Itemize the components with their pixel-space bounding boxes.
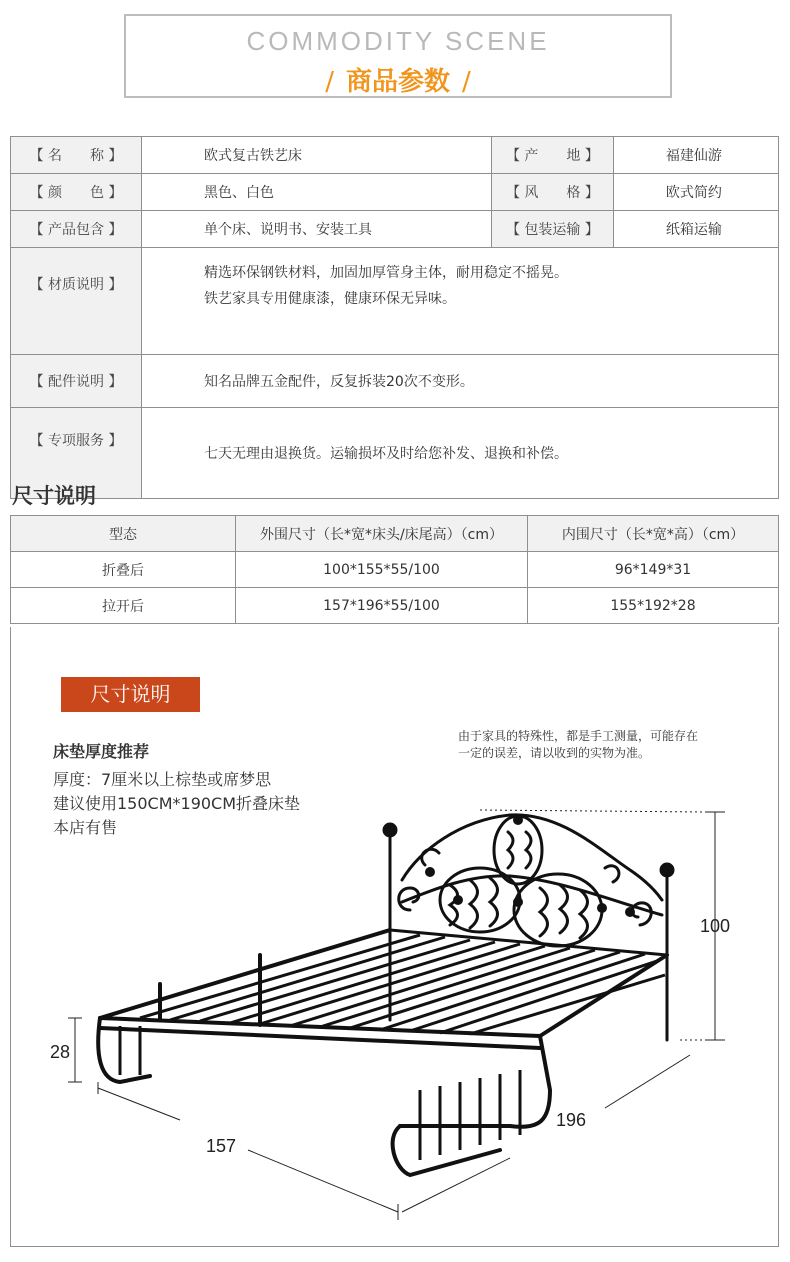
leg-dimension: 28	[50, 1042, 71, 1062]
param-value: 纸箱运输	[613, 211, 778, 248]
param-key: 【 风 格 】	[491, 174, 613, 211]
headboard	[384, 815, 673, 1040]
outer-size-cell: 157*196*55/100	[236, 588, 528, 624]
length-dimension: 157	[206, 1136, 237, 1156]
param-value: 单个床、说明书、安装工具	[142, 211, 492, 248]
param-key: 【 颜 色 】	[11, 174, 142, 211]
param-key: 【 材质说明 】	[11, 248, 142, 355]
table-row	[11, 588, 779, 624]
param-key: 【 专项服务 】	[11, 408, 142, 499]
table-row	[11, 137, 779, 174]
recommend-line-1: 厚度：7厘米以上棕垫或席梦思	[53, 770, 272, 789]
material-line-2: 铁艺家具专用健康漆，健康环保无异味。	[204, 291, 456, 307]
inner-size-cell: 96*149*31	[528, 552, 779, 588]
column-header: 型态	[11, 516, 236, 552]
table-row	[11, 408, 779, 499]
param-value: 黑色、白色	[142, 174, 492, 211]
header-english: COMMODITY SCENE	[246, 26, 550, 56]
bed-illustration	[40, 790, 740, 1240]
table-row	[11, 516, 779, 552]
params-table	[10, 136, 779, 499]
recommend-line-3: 本店有售	[53, 818, 118, 837]
param-key: 【 包装运输 】	[491, 211, 613, 248]
inner-size-cell: 155*192*28	[528, 588, 779, 624]
column-header: 外围尺寸（长*宽*床头/床尾高）（cm）	[236, 516, 528, 552]
commodity-scene-header	[124, 14, 672, 98]
table-row	[11, 248, 779, 355]
column-header: 内围尺寸（长*宽*高）（cm）	[528, 516, 779, 552]
note-line-1: 由于家具的特殊性，都是手工测量，可能存在	[458, 729, 699, 743]
recommend-line-2: 建议使用150CM*190CM折叠床垫	[53, 794, 301, 813]
outer-size-cell: 100*155*55/100	[236, 552, 528, 588]
table-row	[11, 355, 779, 408]
param-value: 七天无理由退换货。运输损坏及时给您补发、退换和补偿。	[142, 408, 779, 499]
size-title: 尺寸说明	[12, 484, 96, 508]
bed-slats	[140, 935, 665, 1034]
param-value: 知名品牌五金配件，反复拆装20次不变形。	[142, 355, 779, 408]
param-key: 【 产 地 】	[491, 137, 613, 174]
measurement-note	[458, 728, 698, 762]
height-dimension: 100	[700, 916, 731, 936]
size-table	[10, 515, 779, 624]
param-key: 【 配件说明 】	[11, 355, 142, 408]
param-key: 【 名 称 】	[11, 137, 142, 174]
param-value: 欧式简约	[613, 174, 778, 211]
recommend-title: 床垫厚度推荐	[53, 742, 150, 761]
table-row	[11, 552, 779, 588]
width-dimension: 196	[556, 1110, 587, 1130]
material-line-1: 精选环保钢铁材料，加固加厚管身主体，耐用稳定不摇晃。	[204, 265, 568, 281]
param-value: 福建仙游	[613, 137, 778, 174]
header-chinese	[126, 61, 670, 98]
table-row	[11, 174, 779, 211]
note-line-2: 一定的误差，请以收到的实物为准。	[458, 746, 651, 760]
param-value: 欧式复古铁艺床	[142, 137, 492, 174]
table-row	[11, 211, 779, 248]
header-chinese-text: 商品参数	[345, 67, 450, 97]
state-cell: 折叠后	[11, 552, 236, 588]
size-badge: 尺寸说明	[61, 677, 200, 712]
param-value	[142, 248, 779, 355]
slash-right: /	[462, 67, 471, 97]
param-key: 【 产品包含 】	[11, 211, 142, 248]
slash-left: /	[325, 67, 334, 97]
state-cell: 拉开后	[11, 588, 236, 624]
